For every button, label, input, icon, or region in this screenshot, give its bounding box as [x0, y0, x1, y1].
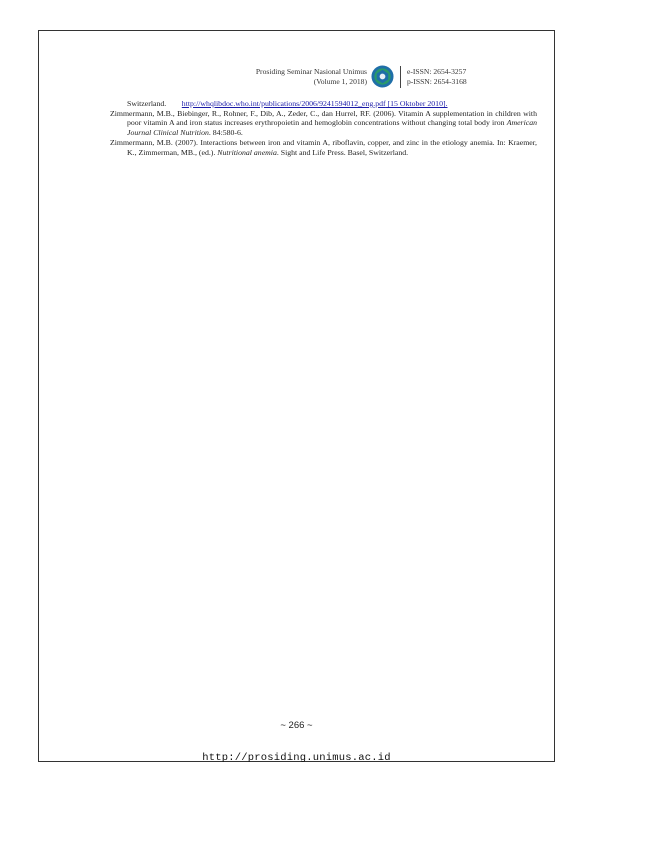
- reference-item: [110, 109, 537, 138]
- reference-location: Switzerland.: [127, 99, 167, 108]
- pissn: p-ISSN: 2654-3168: [407, 76, 467, 86]
- eissn: e-ISSN: 2654-3257: [407, 67, 467, 76]
- reference-end: . 84:580-6.: [208, 128, 243, 138]
- reference-continuation: [110, 99, 537, 109]
- reference-access-date[interactable]: [15 Oktober 2010].: [385, 99, 448, 108]
- reference-link[interactable]: http://whqlibdoc.who.int/publications/2006/9241594012_eng.pdf: [181, 99, 386, 108]
- journal-title-block: [256, 67, 367, 86]
- reference-journal: American Journal Clinical Nutrition: [127, 118, 537, 138]
- journal-volume: (Volume 1, 2018): [313, 76, 367, 86]
- header-divider: [400, 66, 401, 88]
- journal-title: Prosiding Seminar Nasional Unimus: [255, 67, 367, 76]
- unimus-logo-icon: [371, 65, 394, 88]
- page-number: ~ 266 ~: [280, 720, 313, 731]
- reference-item: [110, 138, 537, 157]
- reference-text: Zimmermann, M.B., Biebinger, R., Rohner, F., Dib, A., Zeder, C., dan Hurrel, RF. (2006). Vitamin A supplementation in children with poor vitamin A and iron status increases erythropoietin and hemoglobin concentrations without changing total body iron: [110, 108, 537, 128]
- reference-end: . Sight and Life Press. Basel, Switzerland.: [276, 147, 409, 157]
- reference-text: Zimmermann, M.B. (2007). Interactions between iron and vitamin A, riboflavin, copper, and zinc in the etiology anemia. In: Kraemer, K., Zimmerman, MB., (ed.).: [110, 137, 537, 157]
- document-page: [38, 30, 555, 762]
- page-header: [39, 64, 554, 94]
- footer-url[interactable]: http://prosiding.unimus.ac.id: [202, 752, 391, 764]
- issn-block: [407, 67, 467, 86]
- reference-list: [110, 99, 537, 157]
- reference-book-title: Nutritional anemia: [217, 147, 277, 157]
